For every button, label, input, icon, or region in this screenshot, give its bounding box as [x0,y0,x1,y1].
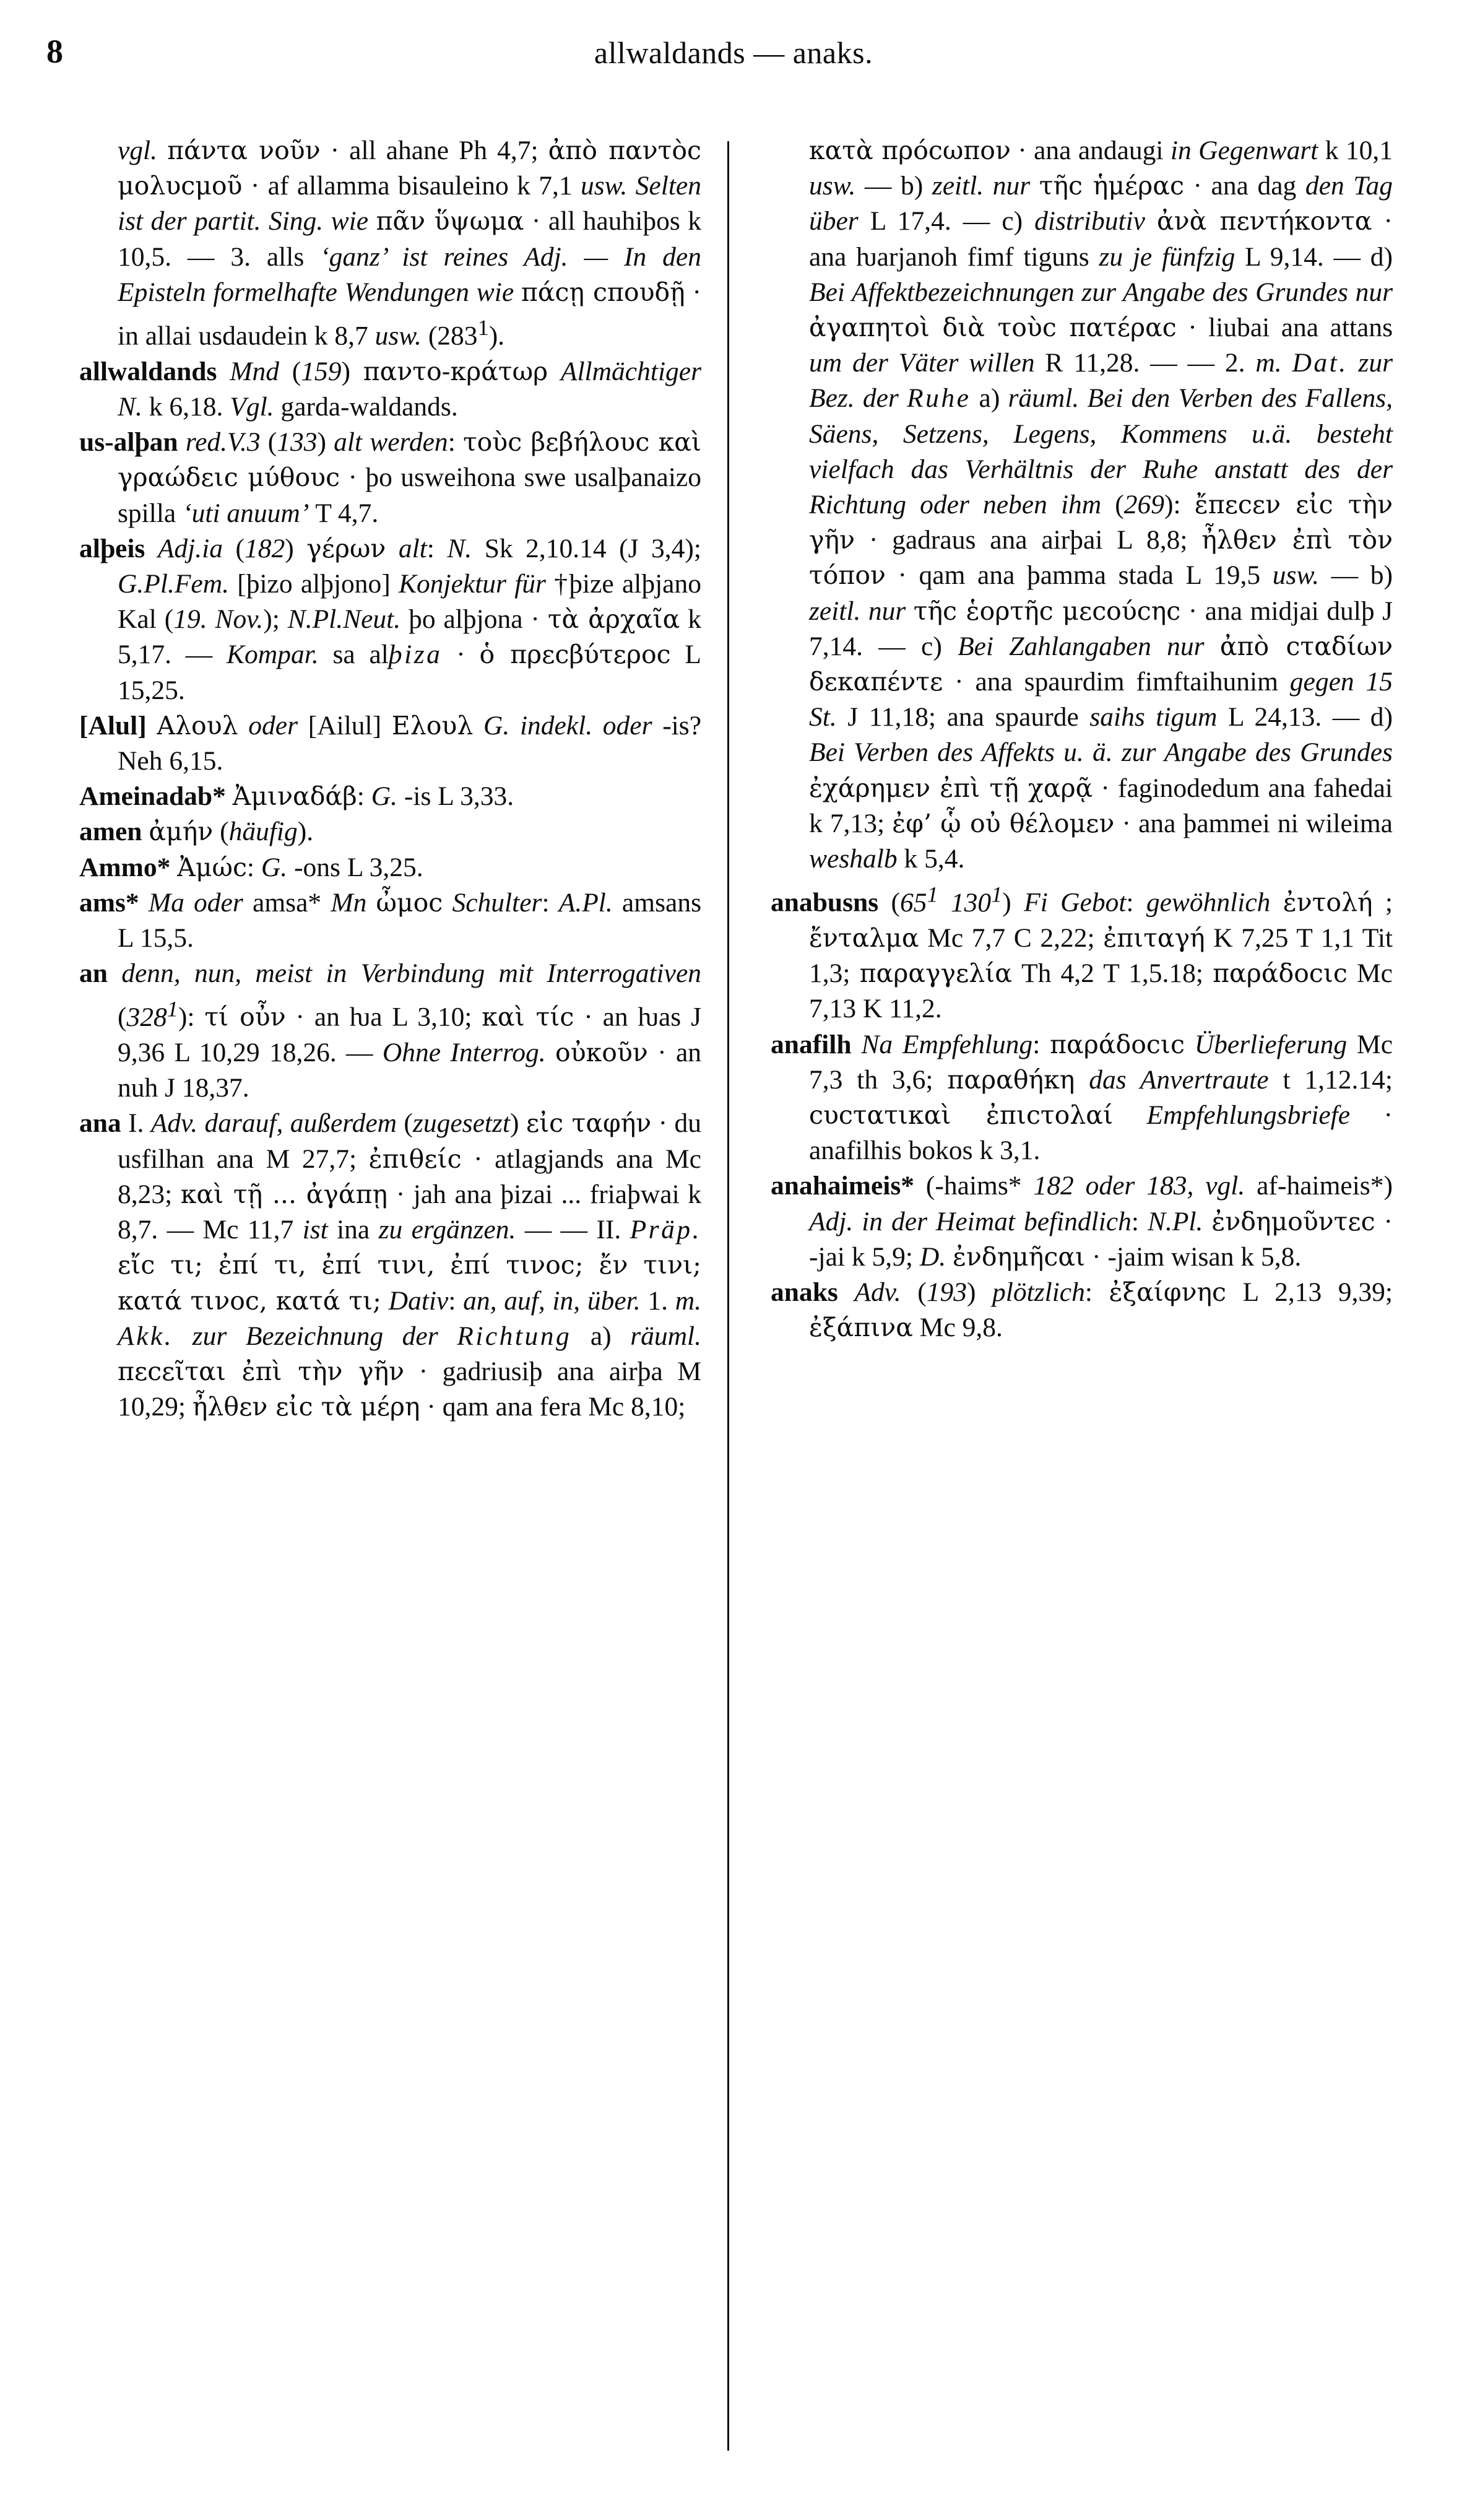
column-divider [727,141,729,2451]
page-header [0,32,1467,76]
dictionary-entry: us-alþan red.V.3 (133) alt werden: τοὺϲ βεβήλουϲ καὶ γραώδειϲ μύθουϲ · þo usweihona swe usalþanaizo spilla ‘uti anuum’ T 4,7. [79,427,701,528]
dictionary-entry: ams* Ma oder amsa* Mn ὦμοϲ Schulter: A.Pl. amsans L 15,5. [79,887,701,953]
dictionary-entry: alþeis Adj.ia (182) γέρων alt: N. Sk 2,10.14 (J 3,4); G.Pl.Fem. [þizo alþjono] Konjektur für †þize alþjano Kal (19. Nov.); N.Pl.Neut. þo alþjona · τὰ ἀρχαῖα k 5,17. — Kompar. sa alþiza · ὁ πρεϲβύτεροϲ L 15,25. [79,533,701,705]
dictionary-entry: anabusns ($65^1$ $130^1$) Fi Gebot: gewöhnlich ἐντολή ; ἔνταλμα Mc 7,7 C 2,22; ἐπιταγή K 7,25 T 1,1 Tit 1,3; παραγγελία Th 4,2 T 1,5.18; παράδοϲιϲ Mc 7,13 K 11,2. [771,882,1393,1024]
dictionary-entry: amen ἀμήν (häufig). [79,817,314,847]
dictionary-entry: Ameinadab* Ἀμιναδάβ: G. -is L 3,33. [79,781,514,812]
dictionary-entry: anaks Adv. (193) plötzlich: ἐξαίφνηϲ L 2,13 9,39; ἐξάπινα Mc 9,8. [771,1277,1393,1343]
running-head: allwaldands — anaks. [594,35,873,70]
dictionary-entry: κατὰ πρόϲωπον · ana andaugi in Gegenwart k 10,1 usw. — b) zeitl. nur τῆϲ ἡμέραϲ · ana dag den Tag über L 17,4. — c) distributiv ἀνὰ πεντήκοντα · ana ƕarjanoh fimf tiguns zu je fünfzig L 9,14. — d) Bei Affektbezeichnungen zur Angabe des Grundes nur ἀγαπητοὶ διὰ τοὺϲ πατέραϲ · liubai ana attans um der Väter willen R 11,28. — — 2. m. Dat. zur Bez. der Ruhe a) räuml. Bei den Verben des Fallens, Säens, Setzens, Legens, Kommens u.ä. besteht vielfach das Verhältnis der Ruhe anstatt des der Richtung oder neben ihm (269): ἔπεϲεν εἰϲ τὴν γῆν · gadraus ana airþai L 8,8; ἦλθεν ἐπὶ τὸν τόπον · qam ana þamma stada L 19,5 usw. — b) zeitl. nur τῆϲ ἑορτῆϲ μεϲούϲηϲ · ana midjai dulþ J 7,14. — c) Bei Zahlangaben nur ἀπὸ ϲταδίων δεκαπέντε · ana spaurdim fimftaihunim gegen 15 St. J 11,18; ana spaurde saihs tigum L 24,13. — d) Bei Verben des Affekts u. ä. zur Angabe des Grundes ἐχάρημεν ἐπὶ τῇ χαρᾷ · faginodedum ana fahedai k 7,13; ἐφ’ ᾧ οὐ θέλομεν · ana þammei ni wileima weshalb k 5,4. [809,136,1393,874]
dictionary-entry: ana I. Adv. darauf, außerdem (zugesetzt) εἰϲ ταφήν · du usfilhan ana M 27,7; ἐπιθείϲ · atlagjands ana Mc 8,23; καὶ τῇ ... ἀγάπῃ · jah ana þizai ... friaþwai k 8,7. — Mc 11,7 ist ina zu ergänzen. — — II. Präp. εἴϲ τι; ἐπί τι, ἐπί τινι, ἐπί τινοϲ; ἔν τινι; κατά τινοϲ, κατά τι; Dativ: an, auf, in, über. 1. m. Akk. zur Bezeichnung der Richtung a) räuml. πεϲεῖται ἐπὶ τὴν γῆν · gadriusiþ ana airþa M 10,29; ἦλθεν εἰϲ τὰ μέρη · qam ana fera Mc 8,10; [79,1108,702,1422]
dictionary-entry: an denn, nun, meist in Verbindung mit Interrogativen $(328^1)$: τί οὖν · an ƕa L 3,10; καὶ τίϲ · an ƕas J 9,36 L 10,29 18,26. — Ohne Interrog. οὐκοῦν · an nuh J 18,37. [79,958,702,1103]
column-right [771,133,1393,1345]
dictionary-entry: allwaldands Mnd (159) παντο-κράτωρ Allmächtiger N. k 6,18. Vgl. garda-waldands. [79,356,702,422]
dictionary-entry: vgl. πάντα νοῦν · all ahane Ph 4,7; ἀπὸ παντὸϲ μολυϲμοῦ · af allamma bisauleino k 7,1 usw. Selten ist der partit. Sing. wie πᾶν ὕψωμα · all hauhiþos k 10,5. — 3. alls ‘ganz’ ist reines Adj. — In den Episteln formelhafte Wendungen wie πάϲῃ ϲπουδῇ · in allai usdaudein k 8,7 usw. $(283^1)$. [118,136,701,351]
dictionary-entry: anafilh Na Empfehlung: παράδοϲιϲ Überlieferung Mc 7,3 th 3,6; παραθήκη das Anvertraute t 1,12.14; ϲυϲτατικαὶ ἐπιϲτολαί Empfehlungsbriefe · anafilhis bokos k 3,1. [771,1029,1393,1166]
column-left [79,133,701,1425]
dictionary-entry: Ammo* Ἀμώϲ: G. -ons L 3,25. [79,852,423,882]
page-number: 8 [46,33,63,70]
dictionary-entry: [Alul] Αλουλ oder [Ailul] Ελουλ G. indekl. oder -is? Neh 6,15. [79,710,701,776]
dictionary-entry: anahaimeis* (-haims* 182 oder 183, vgl. af-haimeis*) Adj. in der Heimat befindlich: N.Pl. ἐνδημοῦντεϲ · -jai k 5,9; D. ἐνδημῆϲαι · -jaim wisan k 5,8. [771,1171,1393,1272]
